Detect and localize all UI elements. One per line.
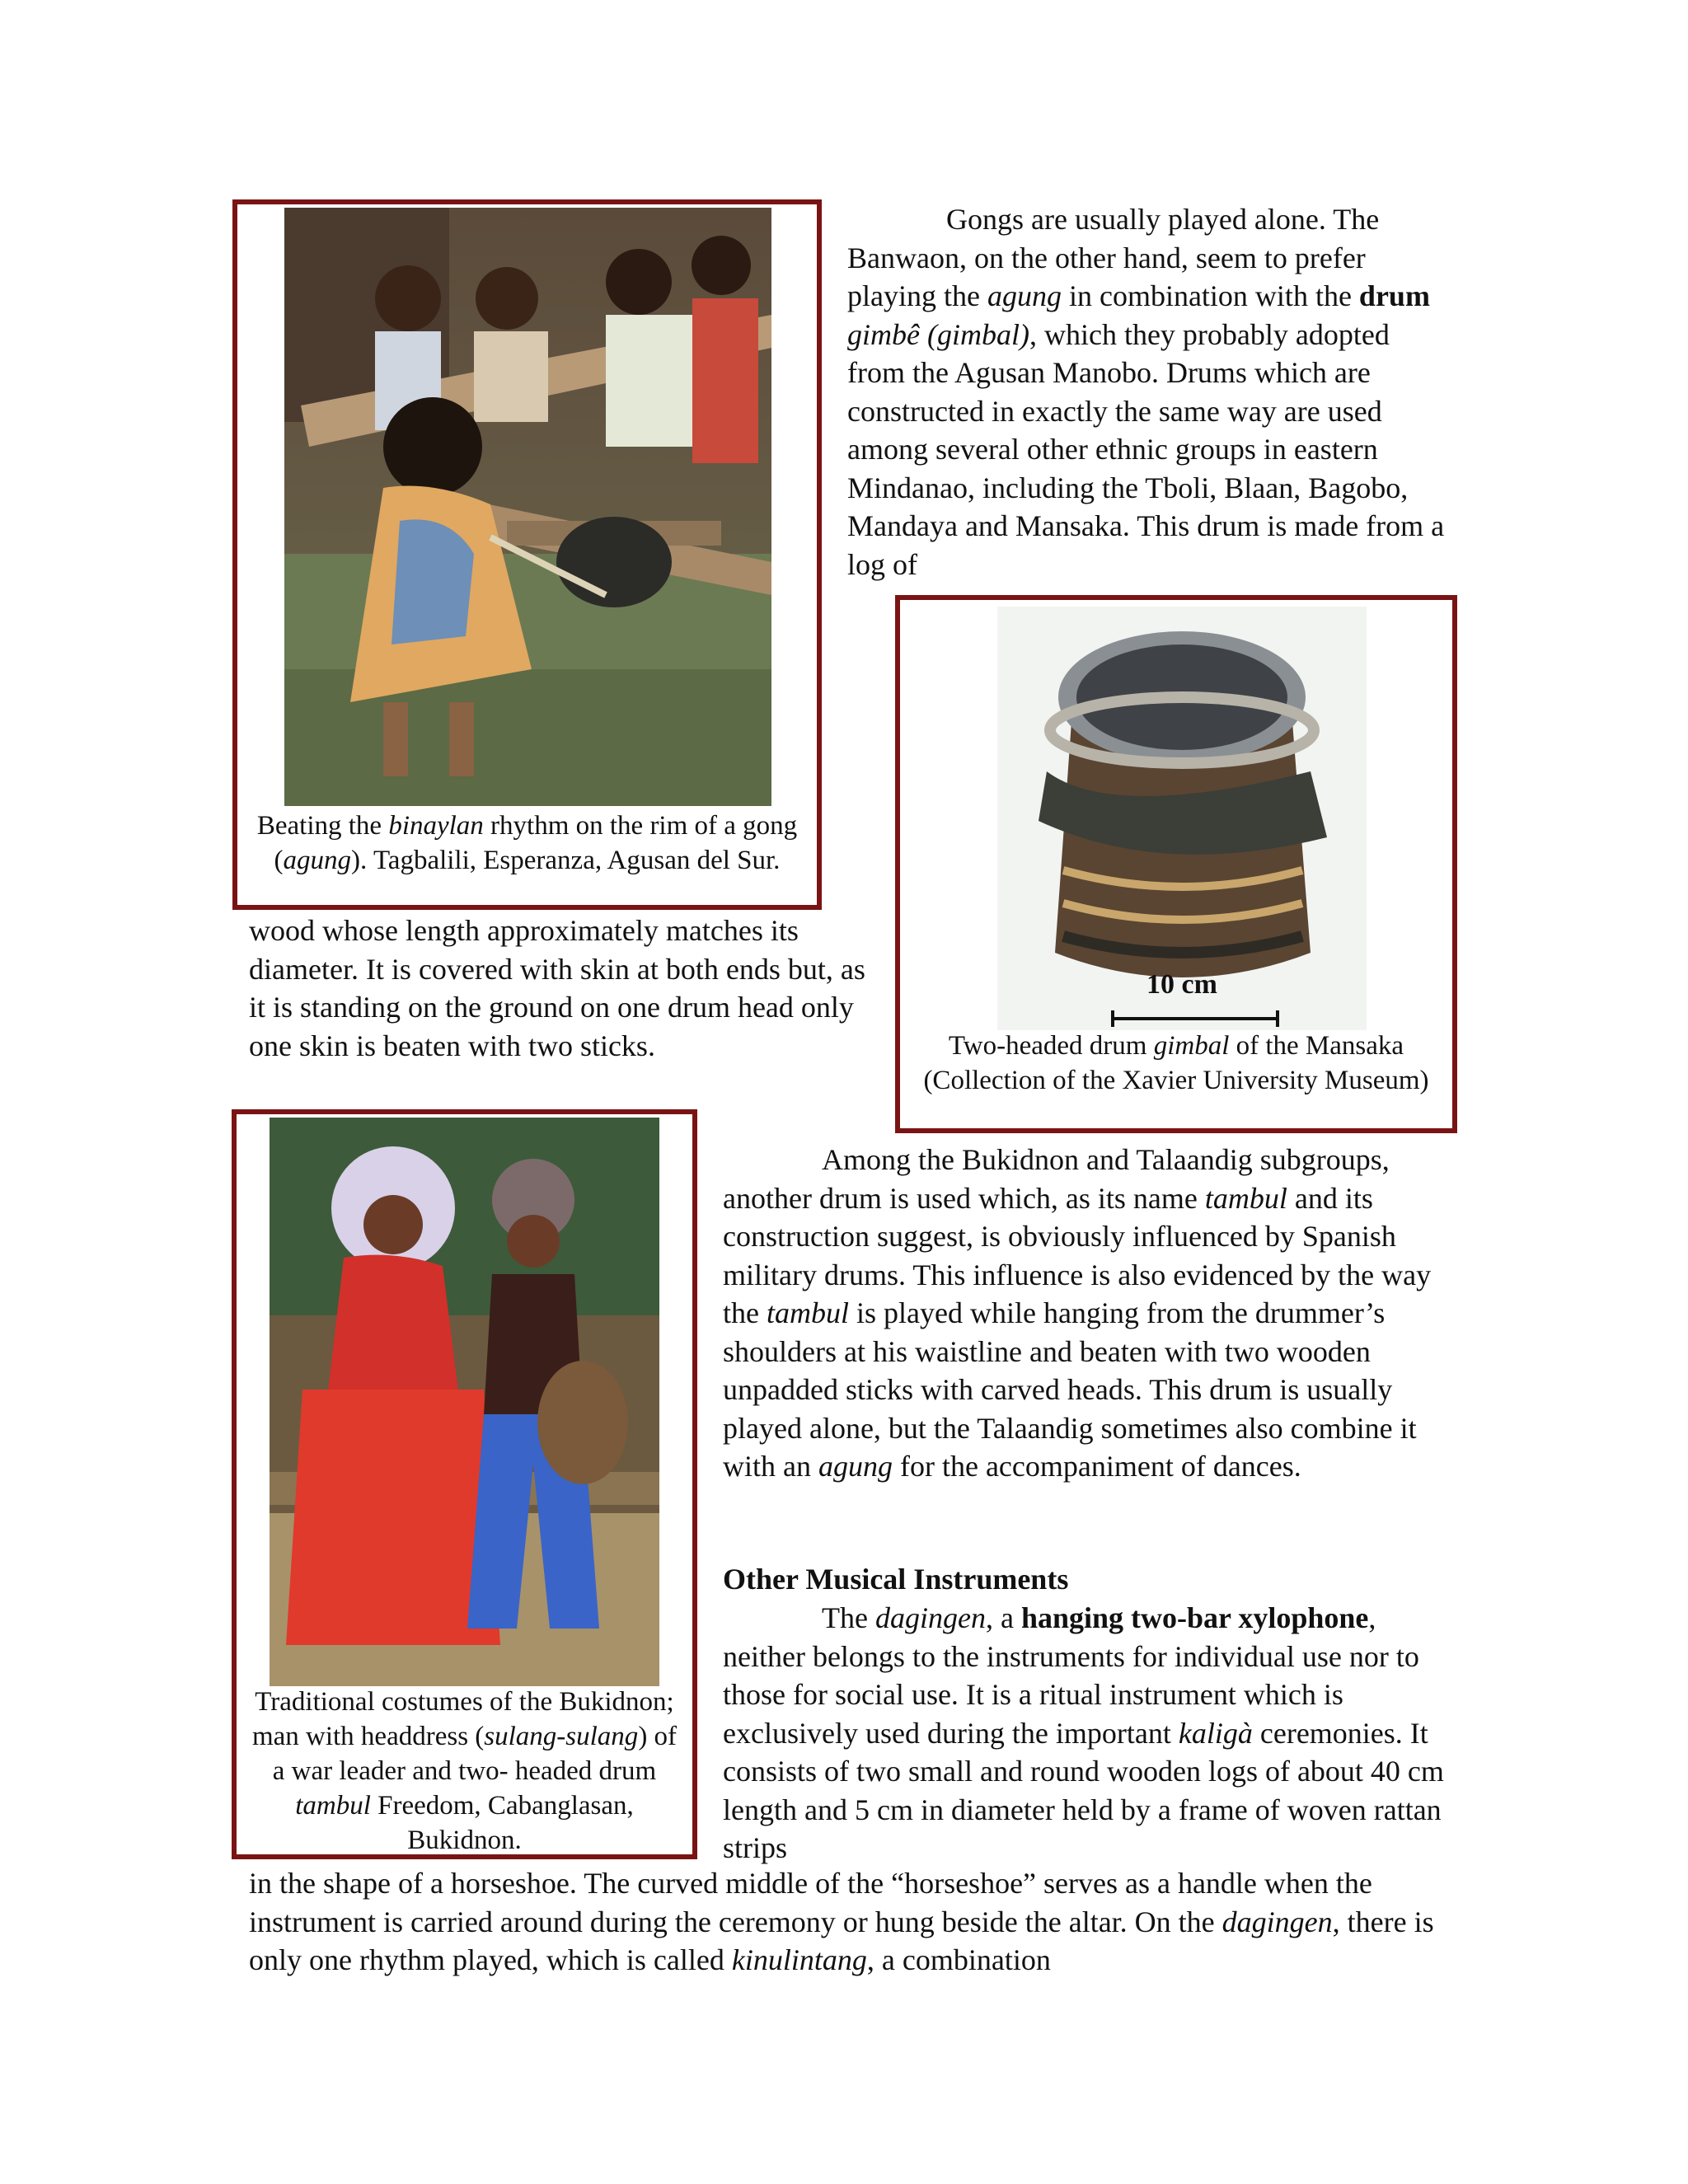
figure-gong xyxy=(232,199,822,910)
caption-italic: gimbal xyxy=(1153,1031,1230,1061)
caption-italic: agung xyxy=(283,846,352,875)
paragraph-italic: gimbê (gimbal) xyxy=(847,317,1029,351)
caption-text: Two-headed drum xyxy=(948,1031,1147,1061)
paragraph-italic: tambul xyxy=(766,1296,849,1329)
caption-italic: binaylan xyxy=(388,811,484,841)
photo-bukidnon-costumes xyxy=(270,1118,659,1686)
paragraph-italic: agung xyxy=(818,1450,893,1483)
paragraph-bold: hanging two-bar xylophone xyxy=(1020,1601,1369,1634)
paragraph-italic: tambul xyxy=(1204,1181,1287,1215)
figure-bukidnon xyxy=(232,1109,697,1859)
caption-text: Traditional costumes of the Bukidnon; man with headdress ( xyxy=(251,1687,674,1751)
caption-text: of the Mansaka (Collection of the Xavier University Museum) xyxy=(923,1031,1429,1095)
caption-text: Beating the xyxy=(256,811,382,841)
caption-italic: tambul xyxy=(295,1791,371,1821)
caption-gong xyxy=(237,808,817,878)
paragraph-text: , a combination xyxy=(866,1943,1051,1976)
paragraph-text: for the accompaniment of dances. xyxy=(899,1450,1301,1483)
caption-text: rhythm on the rim of a gong ( xyxy=(274,811,798,875)
paragraph-text: ceremonies. It consists of two small and round wooden logs of about 40 cm length and 5 cm in diameter held by a frame of woven rattan strips xyxy=(723,1716,1444,1864)
paragraph-text: , there is only one rhythm played, which is called xyxy=(249,1905,1434,1976)
paragraph-italic: agung xyxy=(987,279,1062,312)
paragraph-text: Among the Bukidnon and Talaandig subgroups, another drum is used which, as its name xyxy=(723,1143,1390,1215)
paragraph-text: The xyxy=(822,1601,868,1634)
caption-gimbal xyxy=(900,1029,1452,1098)
paragraph-bold: drum xyxy=(1358,279,1430,312)
caption-bukidnon xyxy=(245,1685,684,1858)
caption-italic: sulang-sulang xyxy=(484,1722,639,1751)
paragraph-text: , which they probably adopted from the Agusan Manobo. Drums which are constructed in exactly the same way are used among several other ethnic groups in eastern Mindanao, including the Tboli, Blaan, Bagobo, Mandaya and Mansaka. This drum is made from a log of xyxy=(847,317,1445,581)
paragraph-text: , neither belongs to the instruments for individual use nor to those for social use. It is a ritual instrument which is exclusively used during the important xyxy=(723,1601,1419,1750)
paragraph-text: , a xyxy=(985,1601,1014,1634)
caption-text: Freedom, Cabanglasan, Bukidnon. xyxy=(377,1791,634,1855)
paragraph-text: in combination with the xyxy=(1068,279,1352,312)
paragraph-horseshoe xyxy=(249,1864,1452,1980)
paragraph-italic: kaligà xyxy=(1178,1716,1253,1750)
paragraph-gongs xyxy=(847,200,1445,583)
section-heading xyxy=(723,1560,1448,1599)
paragraph-text: wood whose length approximately matches its diameter. It is covered with skin at both ends but, as it is standing on the ground on one drum head only one skin is beaten with two sticks. xyxy=(249,914,865,1062)
paragraph-text: Gongs are usually played alone. The Banwaon, on the other hand, seem to prefer playing the xyxy=(847,203,1380,312)
paragraph-dagingen xyxy=(723,1599,1448,1868)
paragraph-italic: kinulintang xyxy=(731,1943,867,1976)
paragraph-italic: dagingen xyxy=(1221,1905,1333,1938)
paragraph-wood xyxy=(249,912,875,1065)
paragraph-text: in the shape of a horseshoe. The curved middle of the “horseshoe” serves as a handle when the instrument is carried around during the ceremony or hung beside the altar. On the xyxy=(249,1867,1372,1938)
photo-gimbal-drum xyxy=(997,607,1367,1030)
caption-text: ). Tagbalili, Esperanza, Agusan del Sur. xyxy=(351,846,781,875)
paragraph-italic: dagingen xyxy=(874,1601,986,1634)
caption-text: ) of a war leader and two- headed drum xyxy=(272,1722,678,1786)
paragraph-tambul xyxy=(723,1141,1448,1486)
paragraph-text: and its construction suggest, is obviously influenced by Spanish military drums. This influence is also evidenced by the way the xyxy=(723,1181,1432,1329)
photo-gong-beating xyxy=(284,208,771,806)
figure-gimbal-drum xyxy=(895,595,1457,1133)
scale-label: 10 cm xyxy=(1146,969,1217,1000)
heading-text: Other Musical Instruments xyxy=(723,1563,1069,1596)
paragraph-text: is played while hanging from the drummer’s shoulders at his waistline and beaten with two wooden unpadded sticks with carved heads. This drum is usually played alone, but the Talaandig sometimes also combine it with an xyxy=(723,1296,1417,1483)
